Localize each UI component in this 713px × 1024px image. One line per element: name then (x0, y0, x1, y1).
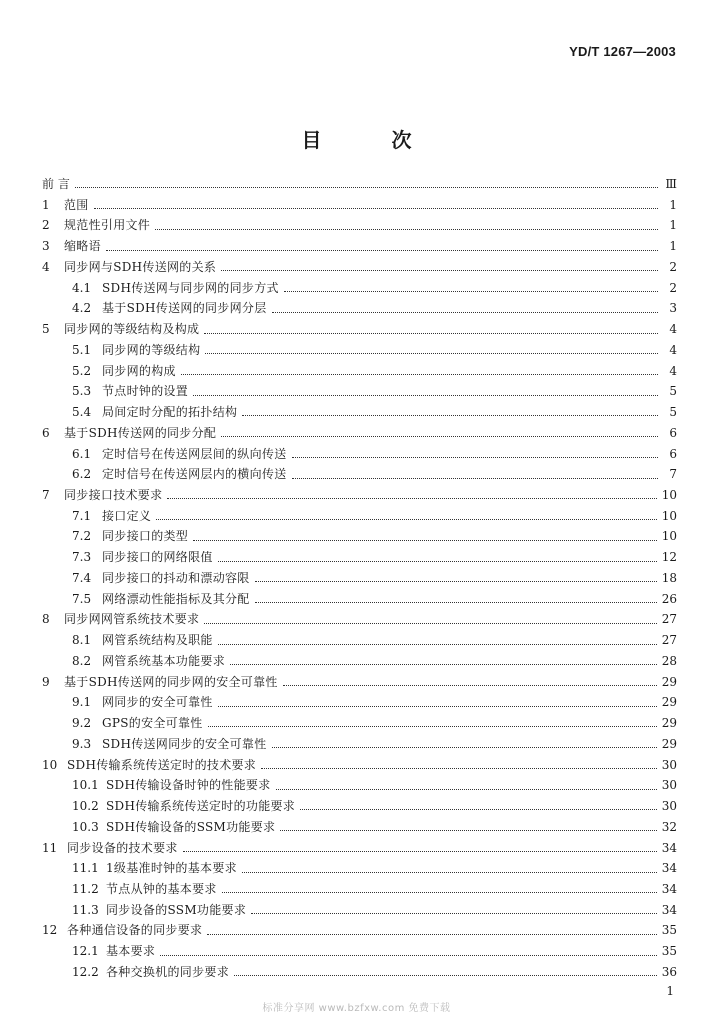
toc-entry-page: 26 (661, 591, 677, 606)
toc-entry-number: 4.2 (72, 301, 92, 316)
toc-entry-page: 1 (669, 197, 677, 212)
toc-entry-number: 7.3 (72, 550, 92, 565)
toc-entry-title: 各种通信设备的同步要求 (67, 923, 203, 938)
toc-entry[interactable] (42, 547, 677, 568)
toc-entry[interactable] (42, 755, 677, 776)
table-of-contents (42, 174, 677, 983)
dot-leader (234, 974, 657, 976)
toc-entry-title: 同步设备的技术要求 (67, 840, 178, 855)
toc-entry-title: 规范性引用文件 (64, 218, 151, 233)
toc-entry-number: 7.2 (72, 529, 92, 544)
toc-entry[interactable] (42, 444, 677, 465)
dot-leader (167, 497, 656, 499)
toc-entry[interactable] (42, 361, 677, 382)
toc-entry[interactable] (42, 651, 677, 672)
toc-entry-page: 28 (661, 653, 677, 668)
toc-entry-title: 各种交换机的同步要求 (106, 964, 230, 979)
toc-entry-number: 前 言 (42, 177, 70, 191)
title-part-1: 目 (301, 128, 322, 152)
toc-entry[interactable] (42, 568, 677, 589)
toc-entry-number: 9 (42, 674, 50, 689)
toc-entry-page: 1 (669, 218, 677, 233)
dot-leader (284, 290, 658, 292)
toc-entry-title: 网管系统基本功能要求 (102, 653, 226, 668)
toc-entry[interactable] (42, 838, 677, 859)
dot-leader (221, 435, 658, 437)
toc-entry[interactable] (42, 589, 677, 610)
toc-entry[interactable] (42, 692, 677, 713)
toc-entry[interactable] (42, 215, 677, 236)
toc-entry-number: 6.2 (72, 467, 92, 482)
toc-entry-number: 12 (42, 923, 58, 938)
toc-entry-title: GPS的安全可靠性 (102, 716, 203, 731)
toc-entry-page: 29 (661, 736, 677, 751)
dot-leader (292, 477, 658, 479)
toc-entry-title: 同步网与SDH传送网的关系 (64, 259, 217, 274)
toc-entry-number: 11 (42, 840, 58, 855)
toc-entry-page: 10 (661, 508, 677, 523)
dot-leader (218, 643, 657, 645)
toc-entry-title: SDH传送网与同步网的同步方式 (102, 280, 279, 295)
dot-leader (261, 767, 657, 769)
toc-entry[interactable] (42, 506, 677, 527)
dot-leader (283, 684, 657, 686)
toc-entry-page: 34 (661, 861, 677, 876)
toc-entry-number: 11.2 (72, 881, 99, 896)
dot-leader (106, 249, 658, 251)
toc-entry-page: 29 (661, 716, 677, 731)
toc-entry[interactable] (42, 485, 677, 506)
toc-entry[interactable] (42, 278, 677, 299)
dot-leader (276, 788, 657, 790)
dot-leader (181, 373, 658, 375)
dot-leader (218, 560, 657, 562)
toc-entry-title: 基本要求 (106, 944, 156, 959)
dot-leader (300, 808, 657, 810)
toc-entry-title: SDH传送网同步的安全可靠性 (102, 736, 267, 751)
toc-entry-number: 10.2 (72, 799, 99, 814)
toc-entry-title: 接口定义 (102, 508, 152, 523)
toc-entry[interactable] (42, 817, 677, 838)
dot-leader (292, 456, 658, 458)
toc-entry-title: 定时信号在传送网层内的横向传送 (102, 467, 287, 482)
standard-code: YD/T 1267—2003 (569, 44, 676, 59)
toc-entry-number: 3 (42, 239, 50, 254)
toc-entry-page: 30 (661, 799, 677, 814)
toc-entry[interactable] (42, 630, 677, 651)
toc-entry[interactable] (42, 381, 677, 402)
toc-entry-page: 30 (661, 778, 677, 793)
toc-entry-title: 定时信号在传送网层间的纵向传送 (102, 446, 287, 461)
toc-entry-page: 4 (669, 363, 677, 378)
toc-entry-page: 2 (669, 280, 677, 295)
dot-leader (242, 871, 657, 873)
toc-entry-title: 节点时钟的设置 (102, 384, 189, 399)
toc-entry-page: 6 (669, 446, 677, 461)
toc-entry[interactable] (42, 236, 677, 257)
toc-entry-number: 9.1 (72, 695, 92, 710)
toc-entry-number: 12.1 (72, 944, 99, 959)
toc-entry-number: 6 (42, 425, 50, 440)
toc-entry-title: SDH传输设备的SSM功能要求 (106, 819, 276, 834)
dot-leader (204, 332, 658, 334)
toc-entry-number: 8.2 (72, 653, 92, 668)
toc-entry-title: 1级基准时钟的基本要求 (106, 861, 237, 876)
toc-entry[interactable] (42, 195, 677, 216)
dot-leader (75, 186, 658, 188)
toc-entry-number: 6.1 (72, 446, 92, 461)
toc-entry-page: 27 (661, 612, 677, 627)
toc-entry-number: 11.3 (72, 902, 99, 917)
toc-entry-page: 4 (669, 342, 677, 357)
toc-entry-title: 同步网的等级结构 (102, 342, 201, 357)
toc-entry-title: 网管系统结构及职能 (102, 633, 213, 648)
toc-entry-number: 8.1 (72, 633, 92, 648)
toc-entry-page: 36 (661, 964, 677, 979)
toc-entry-title: 范围 (64, 197, 89, 212)
toc-entry-page: 34 (661, 902, 677, 917)
toc-entry-title: SDH传输系统传送定时的技术要求 (67, 757, 257, 772)
toc-entry[interactable] (42, 298, 677, 319)
toc-entry-number: 5.3 (72, 384, 92, 399)
toc-entry-title: 基于SDH传送网的同步网的安全可靠性 (64, 674, 278, 689)
toc-entry-title: 基于SDH传送网的同步分配 (64, 425, 217, 440)
toc-entry[interactable] (42, 340, 677, 361)
dot-leader (221, 269, 658, 271)
dot-leader (242, 414, 658, 416)
toc-entry[interactable] (42, 962, 677, 983)
dot-leader (156, 518, 657, 520)
toc-entry[interactable] (42, 609, 677, 630)
toc-entry[interactable] (42, 713, 677, 734)
toc-entry[interactable] (42, 423, 677, 444)
toc-entry-page: 34 (661, 840, 677, 855)
toc-entry-page: 32 (661, 819, 677, 834)
page-number: 1 (666, 984, 674, 998)
toc-entry-title: SDH传输系统传送定时的功能要求 (106, 799, 296, 814)
toc-entry-title: 同步接口的网络限值 (102, 550, 213, 565)
toc-entry-title: 同步网的等级结构及构成 (64, 322, 200, 337)
toc-entry-number: 7.5 (72, 591, 92, 606)
toc-entry-page: 4 (669, 322, 677, 337)
toc-entry[interactable] (42, 775, 677, 796)
toc-entry-page: 5 (669, 384, 677, 399)
toc-entry[interactable] (42, 464, 677, 485)
dot-leader (205, 352, 658, 354)
toc-entry-number: 4.1 (72, 280, 92, 295)
toc-entry-page: 29 (661, 695, 677, 710)
dot-leader (255, 580, 657, 582)
toc-entry-page: 30 (661, 757, 677, 772)
toc-entry-page: 10 (661, 529, 677, 544)
toc-entry-page: 27 (661, 633, 677, 648)
toc-entry-title: 同步接口的类型 (102, 529, 189, 544)
toc-entry-number: 5 (42, 322, 50, 337)
toc-entry-number: 2 (42, 218, 50, 233)
toc-entry-number: 11.1 (72, 861, 99, 876)
dot-leader (230, 663, 657, 665)
dot-leader (222, 891, 657, 893)
toc-entry-number: 9.2 (72, 716, 92, 731)
toc-entry-number: 10.3 (72, 819, 99, 834)
toc-entry-number: 8 (42, 612, 50, 627)
dot-leader (94, 207, 658, 209)
toc-entry-number: 5.2 (72, 363, 92, 378)
title-part-2: 次 (391, 128, 412, 152)
dot-leader (272, 746, 657, 748)
toc-entry[interactable] (42, 796, 677, 817)
dot-leader (251, 912, 657, 914)
toc-entry-page: 35 (661, 944, 677, 959)
toc-entry-number: 10.1 (72, 778, 99, 793)
toc-entry[interactable] (42, 920, 677, 941)
toc-entry-title: SDH传输设备时钟的性能要求 (106, 778, 271, 793)
toc-entry-title: 节点从钟的基本要求 (106, 881, 217, 896)
dot-leader (272, 311, 658, 313)
toc-entry-title: 同步接口的抖动和漂动容限 (102, 570, 250, 585)
dot-leader (193, 394, 658, 396)
toc-entry-title: 局间定时分配的拓扑结构 (102, 405, 238, 420)
dot-leader (155, 228, 658, 230)
toc-entry-number: 4 (42, 259, 50, 274)
toc-entry-number: 1 (42, 197, 50, 212)
dot-leader (280, 829, 656, 831)
toc-entry-page: 6 (669, 425, 677, 440)
toc-entry-title: 网同步的安全可靠性 (102, 695, 213, 710)
toc-entry-number: 10 (42, 757, 58, 772)
toc-entry[interactable] (42, 526, 677, 547)
dot-leader (193, 539, 657, 541)
toc-entry-page: 29 (661, 674, 677, 689)
toc-entry-number: 7.4 (72, 570, 92, 585)
dot-leader (218, 705, 657, 707)
toc-entry-title: 同步设备的SSM功能要求 (106, 902, 247, 917)
toc-entry-page: 18 (661, 570, 677, 585)
dot-leader (160, 954, 657, 956)
toc-entry-page: 7 (669, 467, 677, 482)
toc-entry[interactable] (42, 319, 677, 340)
toc-entry-title: 网络漂动性能指标及其分配 (102, 591, 250, 606)
toc-entry-number: 7.1 (72, 508, 92, 523)
dot-leader (255, 601, 657, 603)
toc-entry[interactable] (42, 672, 677, 693)
toc-entry-number: 9.3 (72, 736, 92, 751)
toc-entry-title: 基于SDH传送网的同步网分层 (102, 301, 267, 316)
dot-leader (207, 933, 656, 935)
toc-entry-title: 缩略语 (64, 239, 101, 254)
toc-entry[interactable] (42, 941, 677, 962)
toc-entry-page: Ⅲ (665, 177, 677, 191)
dot-leader (204, 622, 656, 624)
toc-entry[interactable] (42, 734, 677, 755)
toc-entry-title: 同步接口技术要求 (64, 488, 163, 503)
toc-entry-page: 5 (669, 405, 677, 420)
toc-entry-number: 5.1 (72, 342, 92, 357)
toc-entry[interactable] (42, 900, 677, 921)
toc-entry[interactable] (42, 858, 677, 879)
dot-leader (183, 850, 657, 852)
page-title (0, 124, 713, 153)
toc-entry-page: 35 (661, 923, 677, 938)
toc-entry[interactable] (42, 174, 677, 195)
dot-leader (208, 725, 657, 727)
toc-entry-page: 1 (669, 239, 677, 254)
watermark: 标准分享网 www.bzfxw.com 免费下载 (262, 1003, 451, 1014)
toc-entry-page: 3 (669, 301, 677, 316)
toc-entry-number: 5.4 (72, 405, 92, 420)
toc-entry[interactable] (42, 402, 677, 423)
toc-entry-title: 同步网的构成 (102, 363, 176, 378)
toc-entry-page: 10 (661, 488, 677, 503)
toc-entry-page: 12 (661, 550, 677, 565)
toc-entry-number: 7 (42, 488, 50, 503)
toc-entry-title: 同步网网管系统技术要求 (64, 612, 200, 627)
toc-entry[interactable] (42, 879, 677, 900)
toc-entry[interactable] (42, 257, 677, 278)
toc-entry-page: 2 (669, 259, 677, 274)
toc-entry-page: 34 (661, 881, 677, 896)
toc-entry-number: 12.2 (72, 964, 99, 979)
